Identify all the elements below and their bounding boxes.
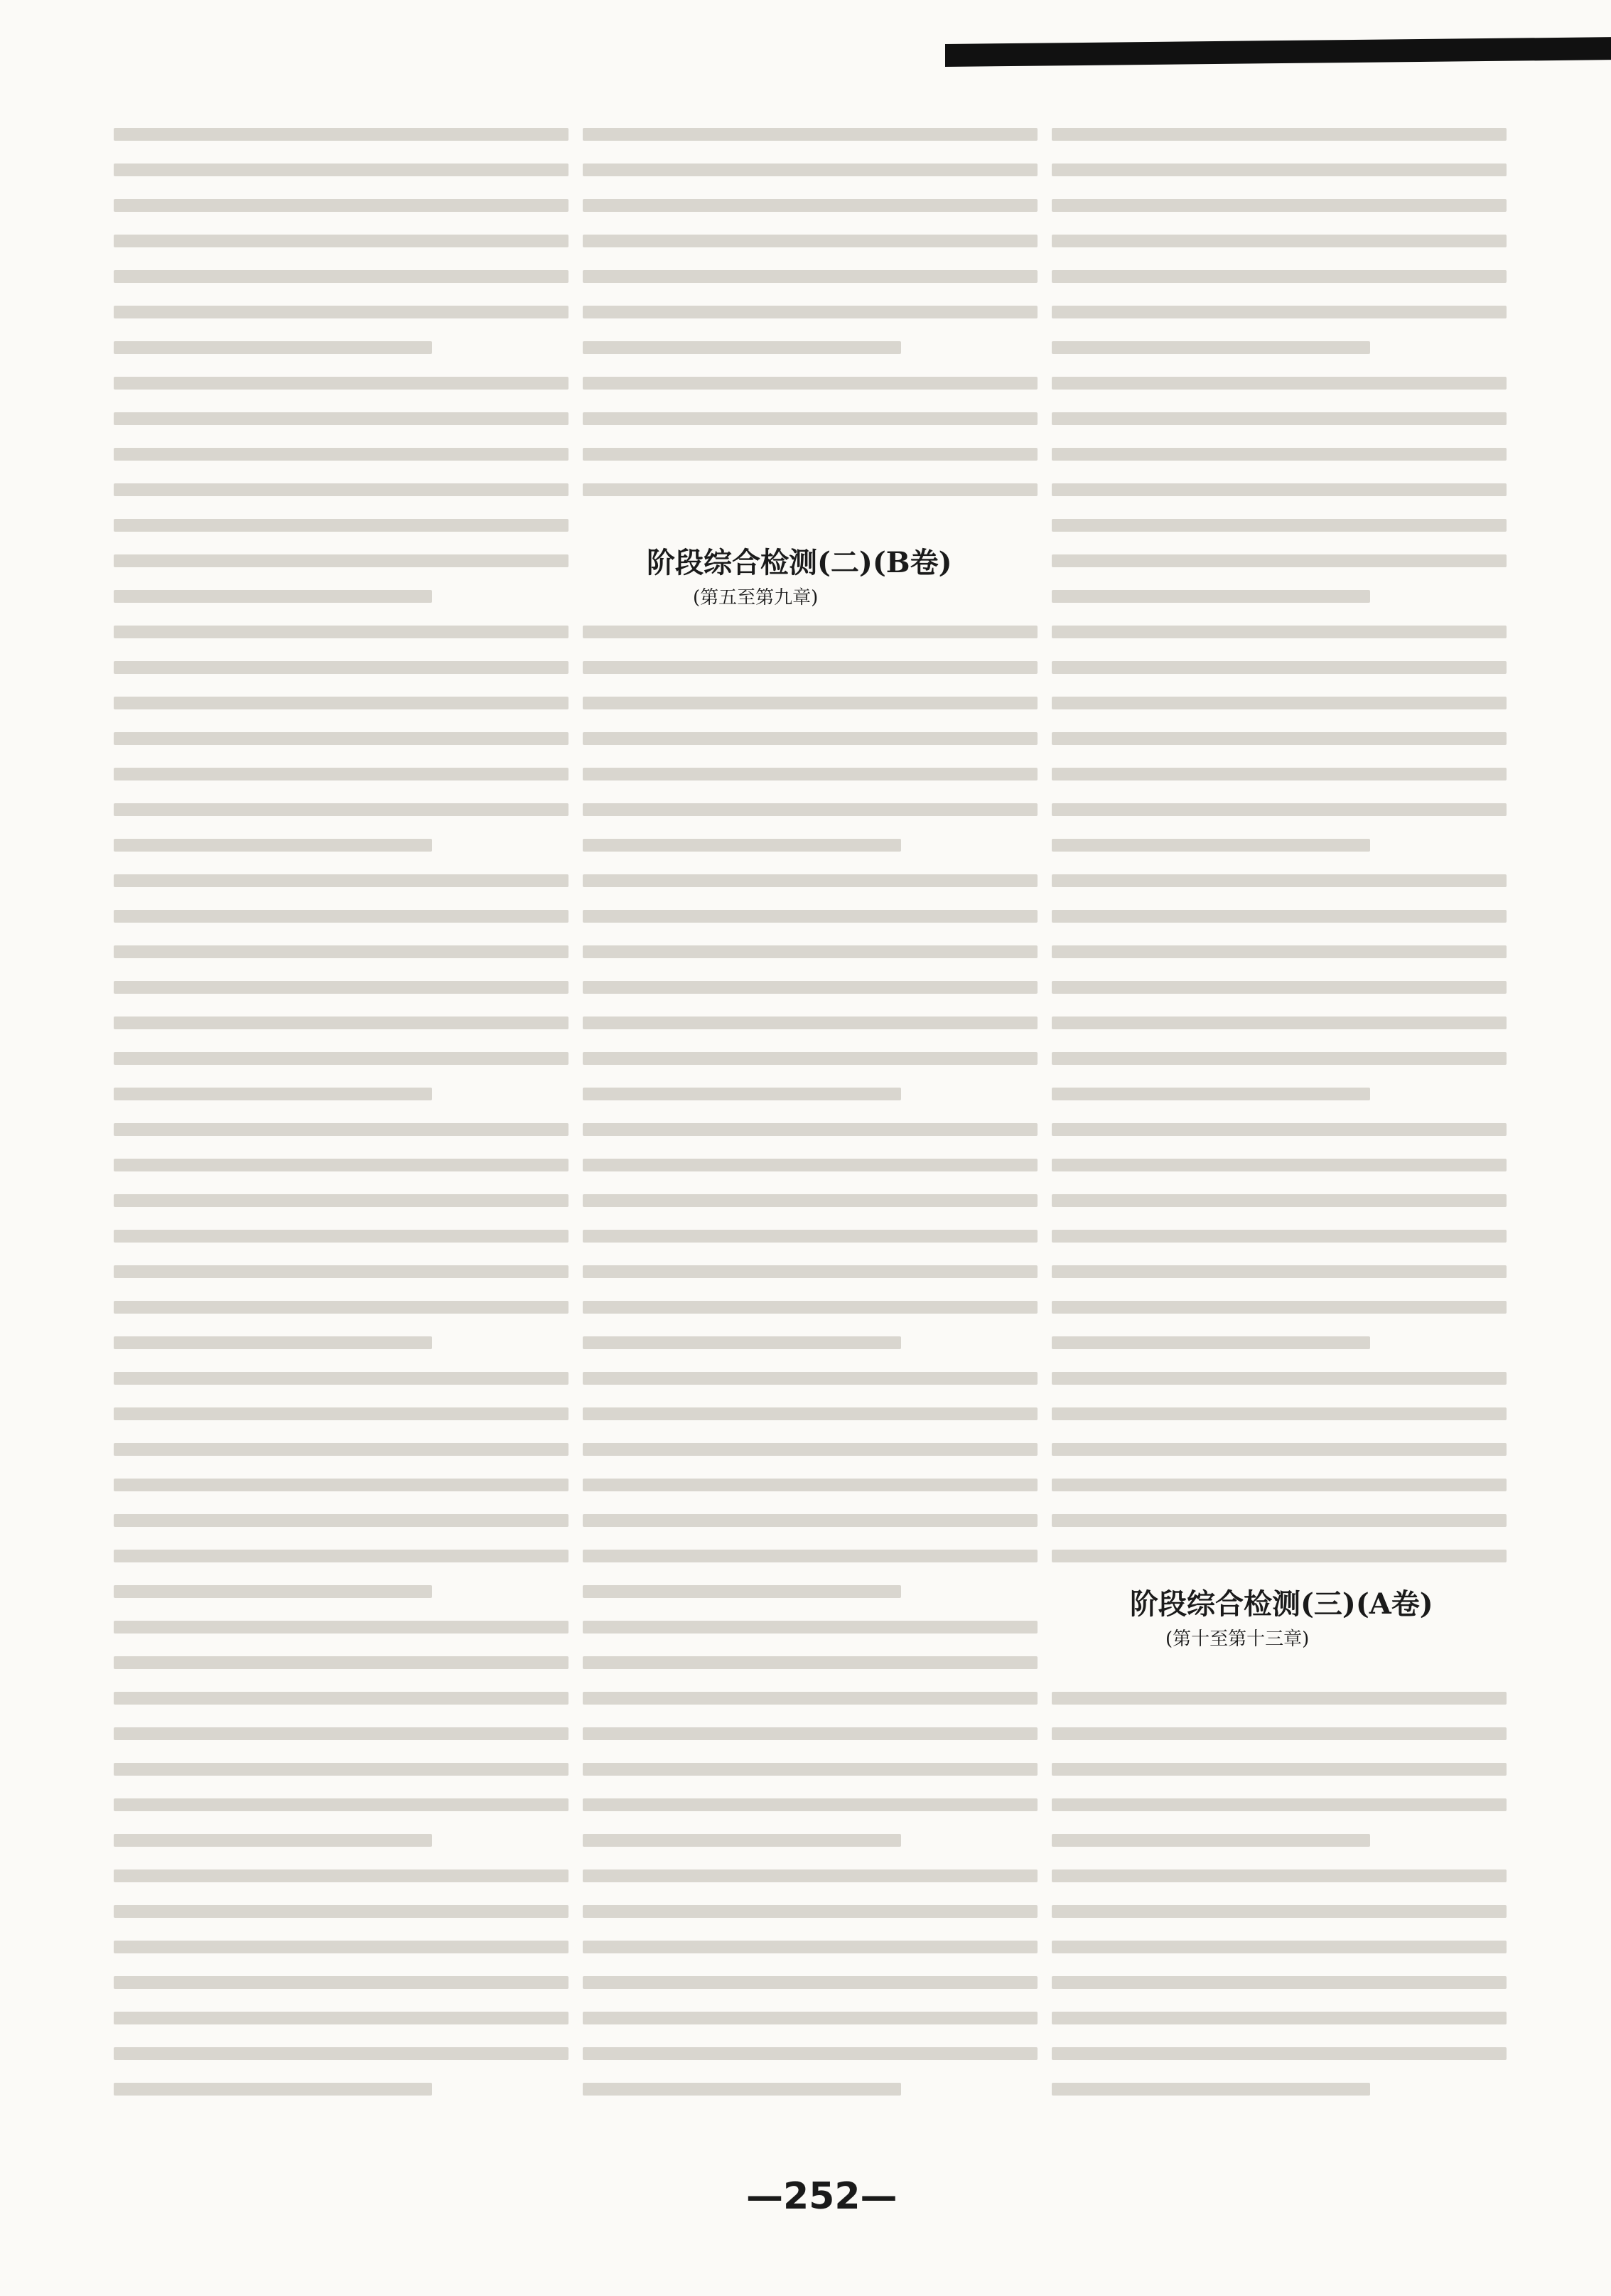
text-line-placeholder <box>1052 519 1507 532</box>
text-line-placeholder <box>114 519 569 532</box>
text-line-placeholder <box>583 661 1038 674</box>
text-line-placeholder <box>1052 626 1507 638</box>
text-line-placeholder <box>114 661 569 674</box>
text-line-placeholder <box>583 412 1038 425</box>
text-line-placeholder <box>114 1088 432 1100</box>
text-line-placeholder <box>114 377 569 390</box>
text-line-placeholder <box>114 1692 569 1705</box>
text-line-placeholder <box>1052 697 1507 709</box>
text-line-placeholder <box>1052 2083 1370 2096</box>
text-line-placeholder <box>583 1159 1038 1171</box>
text-line-placeholder <box>114 1123 569 1136</box>
text-line-placeholder <box>583 981 1038 994</box>
text-line-placeholder <box>1052 874 1507 887</box>
text-line-placeholder <box>583 1621 1038 1634</box>
text-line-placeholder <box>114 1016 569 1029</box>
text-line-placeholder <box>114 1869 569 1882</box>
text-line-placeholder <box>583 448 1038 461</box>
text-line-placeholder <box>583 1301 1038 1314</box>
text-line-placeholder <box>1052 1016 1507 1029</box>
text-line-placeholder <box>114 732 569 745</box>
text-line-placeholder <box>114 1336 432 1349</box>
text-line-placeholder <box>1052 1905 1507 1918</box>
text-line-placeholder <box>114 590 432 603</box>
text-line-placeholder <box>583 2012 1038 2024</box>
text-line-placeholder <box>583 1194 1038 1207</box>
text-line-placeholder <box>583 128 1038 141</box>
text-line-placeholder <box>114 306 569 318</box>
text-line-placeholder <box>1052 1727 1507 1740</box>
text-line-placeholder <box>583 732 1038 745</box>
text-line-placeholder <box>114 341 432 354</box>
answer-column-right <box>1052 128 1507 2118</box>
text-line-placeholder <box>1052 448 1507 461</box>
text-line-placeholder <box>1052 1550 1507 1562</box>
text-line-placeholder <box>1052 306 1507 318</box>
text-line-placeholder <box>114 199 569 212</box>
text-line-placeholder <box>583 1336 901 1349</box>
text-line-placeholder <box>583 1514 1038 1527</box>
section-heading-test-3a: 阶段综合检测(三)(A卷) <box>1130 1587 1433 1621</box>
text-line-placeholder <box>1052 839 1370 852</box>
text-line-placeholder <box>114 1265 569 1278</box>
text-line-placeholder <box>583 199 1038 212</box>
text-line-placeholder <box>114 1976 569 1989</box>
text-line-placeholder <box>114 2012 569 2024</box>
text-line-placeholder <box>1052 1088 1370 1100</box>
text-line-placeholder <box>583 1372 1038 1385</box>
text-line-placeholder <box>583 626 1038 638</box>
text-line-placeholder <box>1052 1159 1507 1171</box>
text-line-placeholder <box>114 1727 569 1740</box>
text-line-placeholder <box>114 945 569 958</box>
text-line-placeholder <box>583 1016 1038 1029</box>
text-line-placeholder <box>114 1479 569 1491</box>
text-line-placeholder <box>114 2083 432 2096</box>
text-line-placeholder <box>114 448 569 461</box>
text-line-placeholder <box>114 412 569 425</box>
text-line-placeholder <box>114 803 569 816</box>
text-line-placeholder <box>1052 1123 1507 1136</box>
text-line-placeholder <box>583 1052 1038 1065</box>
text-line-placeholder <box>1052 128 1507 141</box>
text-line-placeholder <box>1052 554 1507 567</box>
text-line-placeholder <box>1052 945 1507 958</box>
text-line-placeholder <box>583 483 1038 496</box>
text-line-placeholder <box>1052 341 1370 354</box>
text-line-placeholder <box>114 697 569 709</box>
text-line-placeholder <box>583 1834 901 1847</box>
text-line-placeholder <box>583 1585 901 1598</box>
text-line-placeholder <box>114 1230 569 1243</box>
text-line-placeholder <box>114 1763 569 1776</box>
text-line-placeholder <box>1052 910 1507 923</box>
text-line-placeholder <box>583 1550 1038 1562</box>
text-line-placeholder <box>114 981 569 994</box>
text-line-placeholder <box>583 1123 1038 1136</box>
text-line-placeholder <box>583 270 1038 283</box>
text-line-placeholder <box>114 874 569 887</box>
text-line-placeholder <box>583 341 901 354</box>
text-line-placeholder <box>583 1443 1038 1456</box>
text-line-placeholder <box>114 483 569 496</box>
text-line-placeholder <box>114 1443 569 1456</box>
text-line-placeholder <box>583 1692 1038 1705</box>
text-line-placeholder <box>1052 1372 1507 1385</box>
text-line-placeholder <box>114 1656 569 1669</box>
top-decor-bar <box>945 37 1611 67</box>
text-line-placeholder <box>583 874 1038 887</box>
text-line-placeholder <box>583 1407 1038 1420</box>
text-line-placeholder <box>1052 199 1507 212</box>
text-line-placeholder <box>114 1301 569 1314</box>
text-line-placeholder <box>1052 1230 1507 1243</box>
text-line-placeholder <box>1052 732 1507 745</box>
text-line-placeholder <box>583 1088 901 1100</box>
text-line-placeholder <box>1052 412 1507 425</box>
text-line-placeholder <box>1052 235 1507 247</box>
text-line-placeholder <box>1052 1798 1507 1811</box>
text-line-placeholder <box>583 1798 1038 1811</box>
text-line-placeholder <box>114 1514 569 1527</box>
text-line-placeholder <box>114 1052 569 1065</box>
text-line-placeholder <box>114 1159 569 1171</box>
text-line-placeholder <box>583 1976 1038 1989</box>
text-line-placeholder <box>583 163 1038 176</box>
text-line-placeholder <box>114 626 569 638</box>
text-line-placeholder <box>114 1585 432 1598</box>
text-line-placeholder <box>114 1194 569 1207</box>
text-line-placeholder <box>1052 1763 1507 1776</box>
section-subheading-test-2b: (第五至第九章) <box>693 587 819 608</box>
text-line-placeholder <box>583 839 901 852</box>
text-line-placeholder <box>583 235 1038 247</box>
text-line-placeholder <box>583 1265 1038 1278</box>
text-line-placeholder <box>583 2083 901 2096</box>
text-line-placeholder <box>1052 981 1507 994</box>
text-line-placeholder <box>1052 1976 1507 1989</box>
text-line-placeholder <box>1052 163 1507 176</box>
text-line-placeholder <box>583 1230 1038 1243</box>
text-line-placeholder <box>1052 2012 1507 2024</box>
text-line-placeholder <box>1052 1265 1507 1278</box>
text-line-placeholder <box>1052 803 1507 816</box>
text-line-placeholder <box>1052 768 1507 780</box>
text-line-placeholder <box>1052 1941 1507 1953</box>
text-line-placeholder <box>114 554 569 567</box>
text-line-placeholder <box>114 839 432 852</box>
text-line-placeholder <box>583 697 1038 709</box>
text-line-placeholder <box>114 768 569 780</box>
text-line-placeholder <box>1052 1407 1507 1420</box>
text-line-placeholder <box>1052 1692 1507 1705</box>
text-line-placeholder <box>114 1905 569 1918</box>
text-line-placeholder <box>1052 2047 1507 2060</box>
text-line-placeholder <box>114 1941 569 1953</box>
text-line-placeholder <box>583 1869 1038 1882</box>
text-line-placeholder <box>114 1834 432 1847</box>
text-line-placeholder <box>1052 1869 1507 1882</box>
text-line-placeholder <box>114 1550 569 1562</box>
page-number: —252— <box>746 2175 898 2218</box>
text-line-placeholder <box>1052 1514 1507 1527</box>
text-line-placeholder <box>114 163 569 176</box>
answer-column-middle <box>583 128 1038 2118</box>
text-line-placeholder <box>583 910 1038 923</box>
text-line-placeholder <box>1052 1336 1370 1349</box>
text-line-placeholder <box>114 128 569 141</box>
section-heading-test-2b: 阶段综合检测(二)(B卷) <box>647 546 952 579</box>
text-line-placeholder <box>1052 1479 1507 1491</box>
text-line-placeholder <box>1052 1834 1370 1847</box>
text-line-placeholder <box>1052 1052 1507 1065</box>
text-line-placeholder <box>114 2047 569 2060</box>
text-line-placeholder <box>583 1656 1038 1669</box>
text-line-placeholder <box>114 1372 569 1385</box>
text-line-placeholder <box>1052 1443 1507 1456</box>
text-line-placeholder <box>583 306 1038 318</box>
text-line-placeholder <box>114 910 569 923</box>
text-line-placeholder <box>583 1905 1038 1918</box>
text-line-placeholder <box>1052 270 1507 283</box>
text-line-placeholder <box>1052 1301 1507 1314</box>
text-line-placeholder <box>1052 483 1507 496</box>
text-line-placeholder <box>583 1941 1038 1953</box>
section-subheading-test-3a: (第十至第十三章) <box>1165 1629 1310 1650</box>
text-line-placeholder <box>583 1763 1038 1776</box>
text-line-placeholder <box>1052 377 1507 390</box>
text-line-placeholder <box>114 235 569 247</box>
text-line-placeholder <box>583 803 1038 816</box>
text-line-placeholder <box>114 1407 569 1420</box>
text-line-placeholder <box>1052 661 1507 674</box>
text-line-placeholder <box>583 377 1038 390</box>
text-line-placeholder <box>583 2047 1038 2060</box>
text-line-placeholder <box>1052 590 1370 603</box>
text-line-placeholder <box>114 270 569 283</box>
text-line-placeholder <box>583 1479 1038 1491</box>
text-line-placeholder <box>583 768 1038 780</box>
answer-column-left <box>114 128 569 2118</box>
text-line-placeholder <box>583 1727 1038 1740</box>
text-line-placeholder <box>1052 1194 1507 1207</box>
text-line-placeholder <box>583 945 1038 958</box>
text-line-placeholder <box>114 1798 569 1811</box>
text-line-placeholder <box>114 1621 569 1634</box>
